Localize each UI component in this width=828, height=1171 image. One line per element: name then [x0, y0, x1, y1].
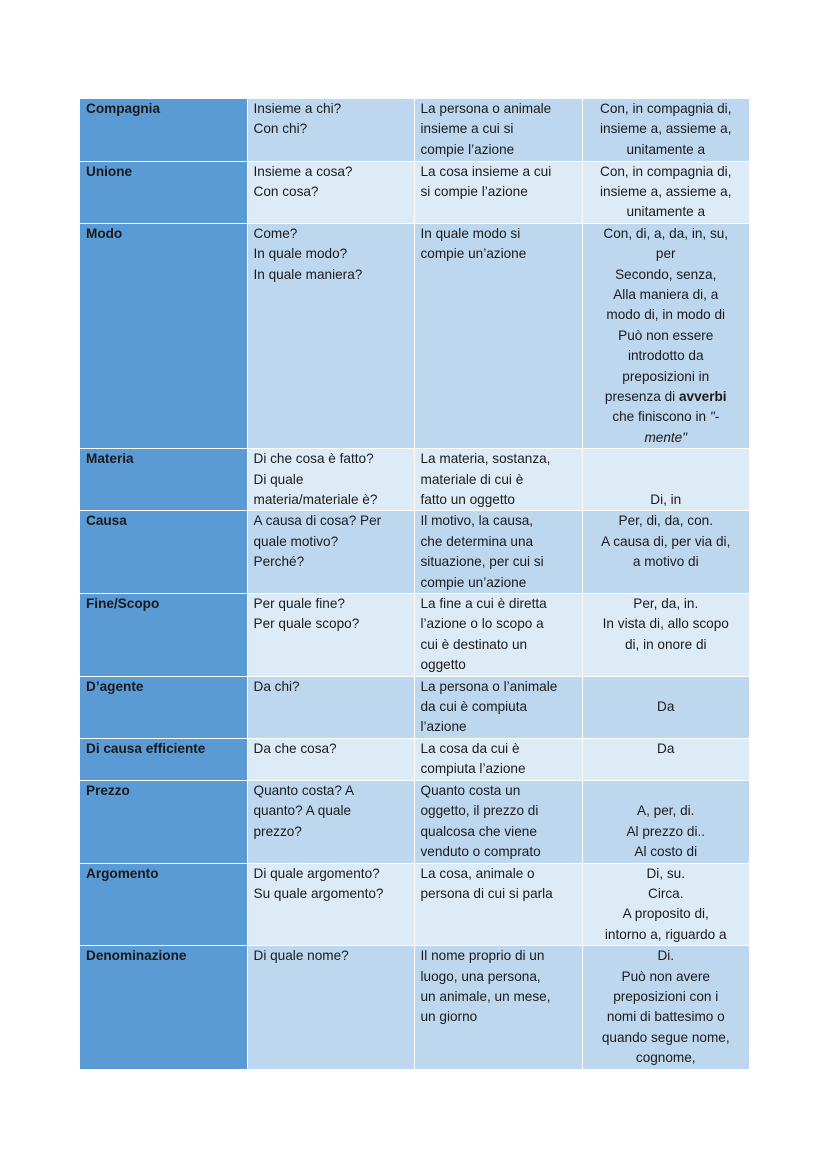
description-line: materiale di cui è — [420, 471, 524, 487]
preposition-line: Per, di, da, con. — [618, 513, 713, 529]
question-line: prezzo? — [253, 823, 302, 839]
complement-name: Materia — [80, 449, 247, 511]
question-line: Di che cosa è fatto? — [253, 451, 374, 467]
description-line: che determina una — [420, 533, 534, 549]
preposition-text: che finiscono in — [612, 409, 710, 425]
preposition-line: per — [655, 246, 676, 262]
complement-name: Di causa efficiente — [80, 738, 247, 780]
description-cell — [414, 161, 582, 223]
preposition-line: Può non essere — [618, 327, 714, 343]
description-cell — [414, 511, 582, 594]
description-line: persona di cui si parla — [420, 885, 553, 901]
complements-table — [80, 99, 749, 1070]
complement-name: Causa — [80, 511, 247, 594]
question-cell — [247, 780, 414, 863]
preposition-line: Alla maniera di, a — [613, 286, 719, 302]
description-line: La materia, sostanza, — [420, 451, 551, 467]
preposition-line: Al costo di — [634, 844, 698, 860]
table-row — [80, 594, 749, 677]
prepositions-cell — [582, 511, 749, 594]
question-line: quanto? A quale — [253, 803, 352, 819]
description-line: oggetto — [420, 657, 466, 673]
table-row — [80, 738, 749, 780]
description-line: situazione, per cui si — [420, 554, 544, 570]
question-line: Di quale argomento? — [253, 865, 380, 881]
preposition-line: insieme a, assieme a, — [600, 121, 732, 137]
prepositions-cell — [582, 676, 749, 738]
preposition-line: mente" — [644, 429, 688, 445]
mente-italic-text: "- — [709, 409, 720, 425]
description-cell — [414, 449, 582, 511]
question-line: Perché? — [253, 554, 305, 570]
table-row — [80, 511, 749, 594]
preposition-line: Secondo, senza, — [615, 266, 717, 282]
preposition-line: unitamente a — [626, 141, 706, 157]
table-row — [80, 449, 749, 511]
question-cell — [247, 863, 414, 946]
description-line: In quale modo si — [420, 225, 521, 241]
question-cell — [247, 161, 414, 223]
description-line: si compie l’azione — [420, 183, 528, 199]
question-cell — [247, 99, 414, 161]
preposition-line: quando segue nome, — [601, 1029, 730, 1045]
prepositions-cell — [582, 223, 749, 448]
description-line: l’azione — [420, 719, 467, 735]
preposition-line: Al prezzo di.. — [626, 823, 706, 839]
question-line: Di quale nome? — [253, 948, 349, 964]
description-line: luogo, una persona, — [420, 968, 541, 984]
question-line: Da che cosa? — [253, 740, 337, 756]
description-line: da cui è compiuta — [420, 699, 528, 715]
preposition-line: A, per, di. — [637, 803, 695, 819]
preposition-line: Circa. — [648, 885, 684, 901]
preposition-text: presenza di — [604, 388, 679, 404]
description-line: insieme a cui si — [420, 121, 514, 137]
description-line: La cosa insieme a cui — [420, 163, 552, 179]
preposition-line: di, in onore di — [624, 636, 707, 652]
question-cell — [247, 738, 414, 780]
preposition-line: A proposito di, — [622, 906, 709, 922]
question-line: Per quale fine? — [253, 596, 345, 612]
description-line: un animale, un mese, — [420, 988, 551, 1004]
description-cell — [414, 946, 582, 1069]
description-line: La persona o animale — [420, 101, 552, 116]
preposition-line: preposizioni con i — [613, 988, 719, 1004]
question-cell — [247, 223, 414, 448]
preposition-line: intorno a, riguardo a — [604, 926, 727, 942]
prepositions-cell — [582, 738, 749, 780]
question-line: In quale maniera? — [253, 266, 363, 282]
description-line: venduto o comprato — [420, 844, 541, 860]
description-cell — [414, 863, 582, 946]
description-line: cui è destinato un — [420, 636, 528, 652]
description-line: Il nome proprio di un — [420, 948, 545, 964]
preposition-line: Con, di, a, da, in, su, — [603, 225, 729, 241]
preposition-line: Da — [657, 699, 675, 715]
question-line: In quale modo? — [253, 246, 348, 262]
preposition-line: Di. — [657, 948, 675, 964]
description-line: Quanto costa un — [420, 782, 521, 798]
question-line: Con cosa? — [253, 183, 319, 199]
question-line: Insieme a cosa? — [253, 163, 353, 179]
question-line: quale motivo? — [253, 533, 339, 549]
preposition-line: cognome, — [635, 1050, 696, 1066]
prepositions-cell — [582, 863, 749, 946]
preposition-line: insieme a, assieme a, — [600, 183, 732, 199]
question-line: Quanto costa? A — [253, 782, 355, 798]
prepositions-cell — [582, 780, 749, 863]
table-row — [80, 676, 749, 738]
description-line: compie un’azione — [420, 574, 527, 590]
prepositions-cell — [582, 449, 749, 511]
question-cell — [247, 511, 414, 594]
complement-name: D’agente — [80, 676, 247, 738]
complement-name: Compagnia — [80, 99, 247, 161]
complement-name: Fine/Scopo — [80, 594, 247, 677]
description-line: l’azione o lo scopo a — [420, 616, 544, 632]
table-row — [80, 863, 749, 946]
description-line: La persona o l’animale — [420, 678, 558, 694]
prepositions-cell — [582, 161, 749, 223]
preposition-line: nomi di battesimo o — [606, 1009, 725, 1025]
table-row — [80, 223, 749, 448]
description-line: compiuta l’azione — [420, 761, 526, 777]
question-line: materia/materiale è? — [253, 492, 378, 507]
description-cell — [414, 676, 582, 738]
description-cell — [414, 223, 582, 448]
table-row — [80, 780, 749, 863]
preposition-line: Con, in compagnia di, — [600, 163, 732, 179]
preposition-line — [589, 387, 744, 407]
preposition-line: Da — [657, 740, 675, 756]
preposition-line: modo di, in modo di — [606, 307, 726, 323]
preposition-line: unitamente a — [626, 204, 706, 220]
description-cell — [414, 738, 582, 780]
description-line: Il motivo, la causa, — [420, 513, 534, 529]
question-line: A causa di cosa? Per — [253, 513, 382, 529]
question-line: Con chi? — [253, 121, 308, 137]
question-line: Da chi? — [253, 678, 300, 694]
question-line: Per quale scopo? — [253, 616, 360, 632]
description-line: La cosa, animale o — [420, 865, 535, 881]
question-cell — [247, 449, 414, 511]
complement-name: Prezzo — [80, 780, 247, 863]
question-line: Su quale argomento? — [253, 885, 384, 901]
avverbi-bold-text: avverbi — [678, 388, 727, 404]
table-row — [80, 99, 749, 161]
question-line: Come? — [253, 225, 298, 241]
preposition-line: Di, in — [650, 492, 682, 507]
preposition-line: preposizioni in — [622, 368, 710, 384]
description-cell — [414, 780, 582, 863]
complement-name: Argomento — [80, 863, 247, 946]
description-line: oggetto, il prezzo di — [420, 803, 539, 819]
description-line: un giorno — [420, 1009, 478, 1025]
description-line: La fine a cui è diretta — [420, 596, 547, 612]
preposition-line: introdotto da — [627, 348, 704, 364]
description-cell — [414, 99, 582, 161]
preposition-line: Può non avere — [621, 968, 710, 984]
complement-name: Modo — [80, 223, 247, 448]
table-row — [80, 161, 749, 223]
preposition-line: a motivo di — [632, 554, 699, 570]
prepositions-cell — [582, 99, 749, 161]
question-cell — [247, 594, 414, 677]
preposition-line: In vista di, allo scopo — [602, 616, 729, 632]
preposition-line: Per, da, in. — [633, 596, 699, 612]
description-line: compie l’azione — [420, 141, 515, 157]
complement-name: Denominazione — [80, 946, 247, 1069]
table-row — [80, 946, 749, 1069]
complement-name: Unione — [80, 161, 247, 223]
preposition-line: A causa di, per via di, — [601, 533, 731, 549]
preposition-line: Con, in compagnia di, — [600, 101, 732, 116]
description-line: qualcosa che viene — [420, 823, 537, 839]
question-cell — [247, 946, 414, 1069]
preposition-line: Di, su. — [646, 865, 686, 881]
question-cell — [247, 676, 414, 738]
preposition-line — [589, 407, 744, 427]
question-line: Insieme a chi? — [253, 101, 342, 116]
prepositions-cell — [582, 946, 749, 1069]
description-cell — [414, 594, 582, 677]
description-line: fatto un oggetto — [420, 492, 515, 507]
question-line: Di quale — [253, 471, 304, 487]
description-line: compie un’azione — [420, 246, 527, 262]
description-line: La cosa da cui è — [420, 740, 520, 756]
prepositions-cell — [582, 594, 749, 677]
